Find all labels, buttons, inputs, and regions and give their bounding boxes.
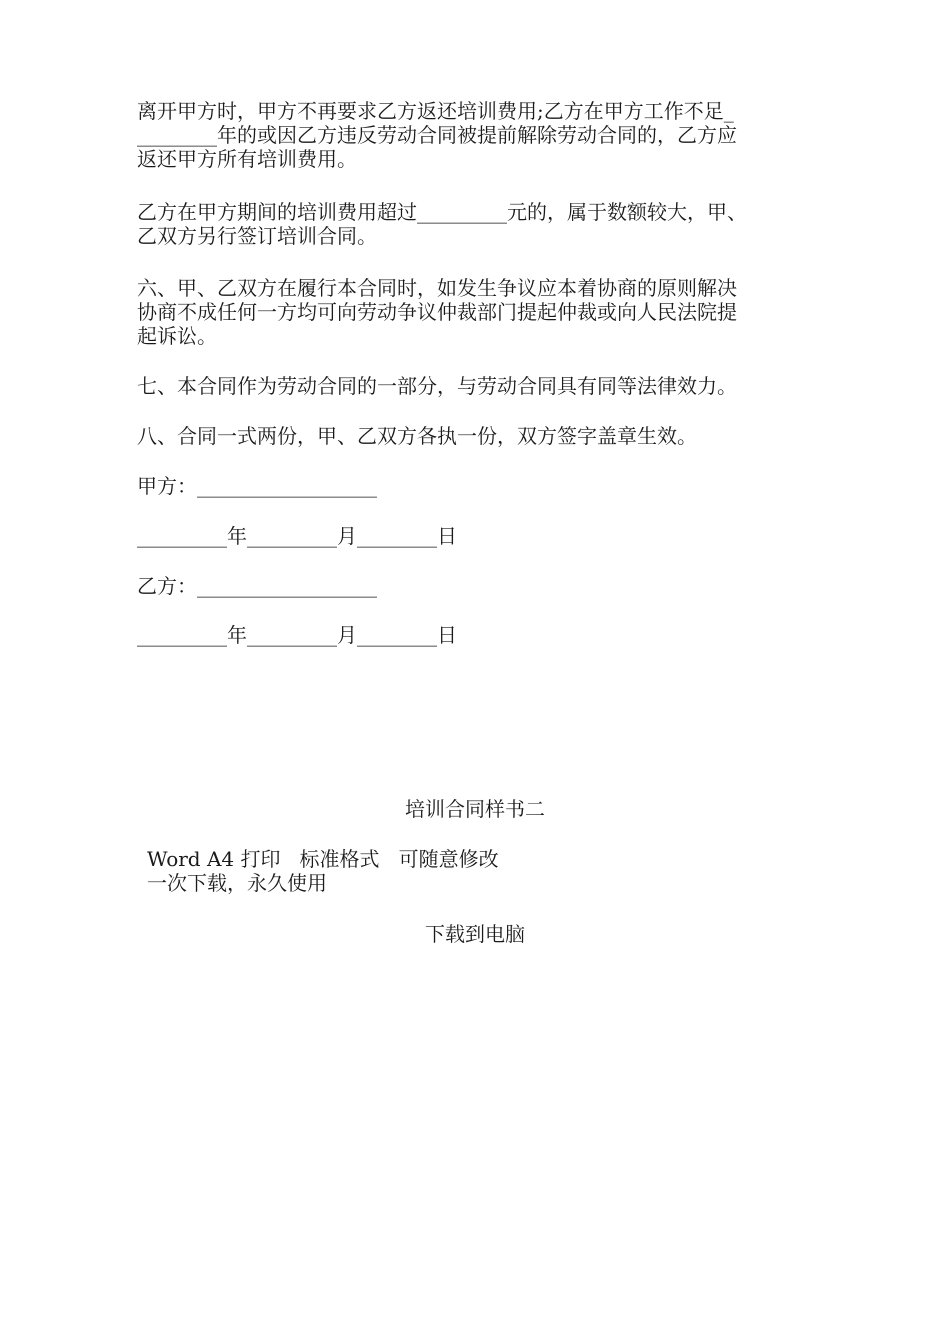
party-a-date-line: _________年_________月________日 <box>137 524 457 548</box>
party-a-signature-line: 甲方：__________________ <box>137 474 377 498</box>
download-to-computer-link[interactable]: 下载到电脑 <box>425 922 525 946</box>
party-b-signature-line: 乙方：__________________ <box>137 574 377 598</box>
paragraph-clause-eight: 八、合同一式两份，甲、乙双方各执一份，双方签字盖章生效。 <box>137 424 697 448</box>
paragraph-clause-seven: 七、本合同作为劳动合同的一部分，与劳动合同具有同等法律效力。 <box>137 374 737 398</box>
paragraph-training-fee-limit: 乙方在甲方期间的培训费用超过_________元的，属于数额较大，甲、 乙双方另行签订培训合同。 <box>137 200 747 248</box>
paragraph-training-fee-refund: 离开甲方时，甲方不再要求乙方返还培训费用;乙方在甲方工作不足_ ________年的或因乙方违反劳动合同被提前解除劳动合同的，乙方应 返还甲方所有培训费用。 <box>137 99 737 171</box>
template-title: 培训合同样书二 <box>405 797 545 821</box>
paragraph-clause-six: 六、甲、乙双方在履行本合同时，如发生争议应本着协商的原则解决 协商不成任何一方均可向劳动争议仲裁部门提起仲裁或向人民法院提 起诉讼。 <box>137 276 737 348</box>
template-info: Word A4 打印 标准格式 可随意修改 一次下载，永久使用 <box>147 847 499 895</box>
party-b-date-line: _________年_________月________日 <box>137 623 457 647</box>
